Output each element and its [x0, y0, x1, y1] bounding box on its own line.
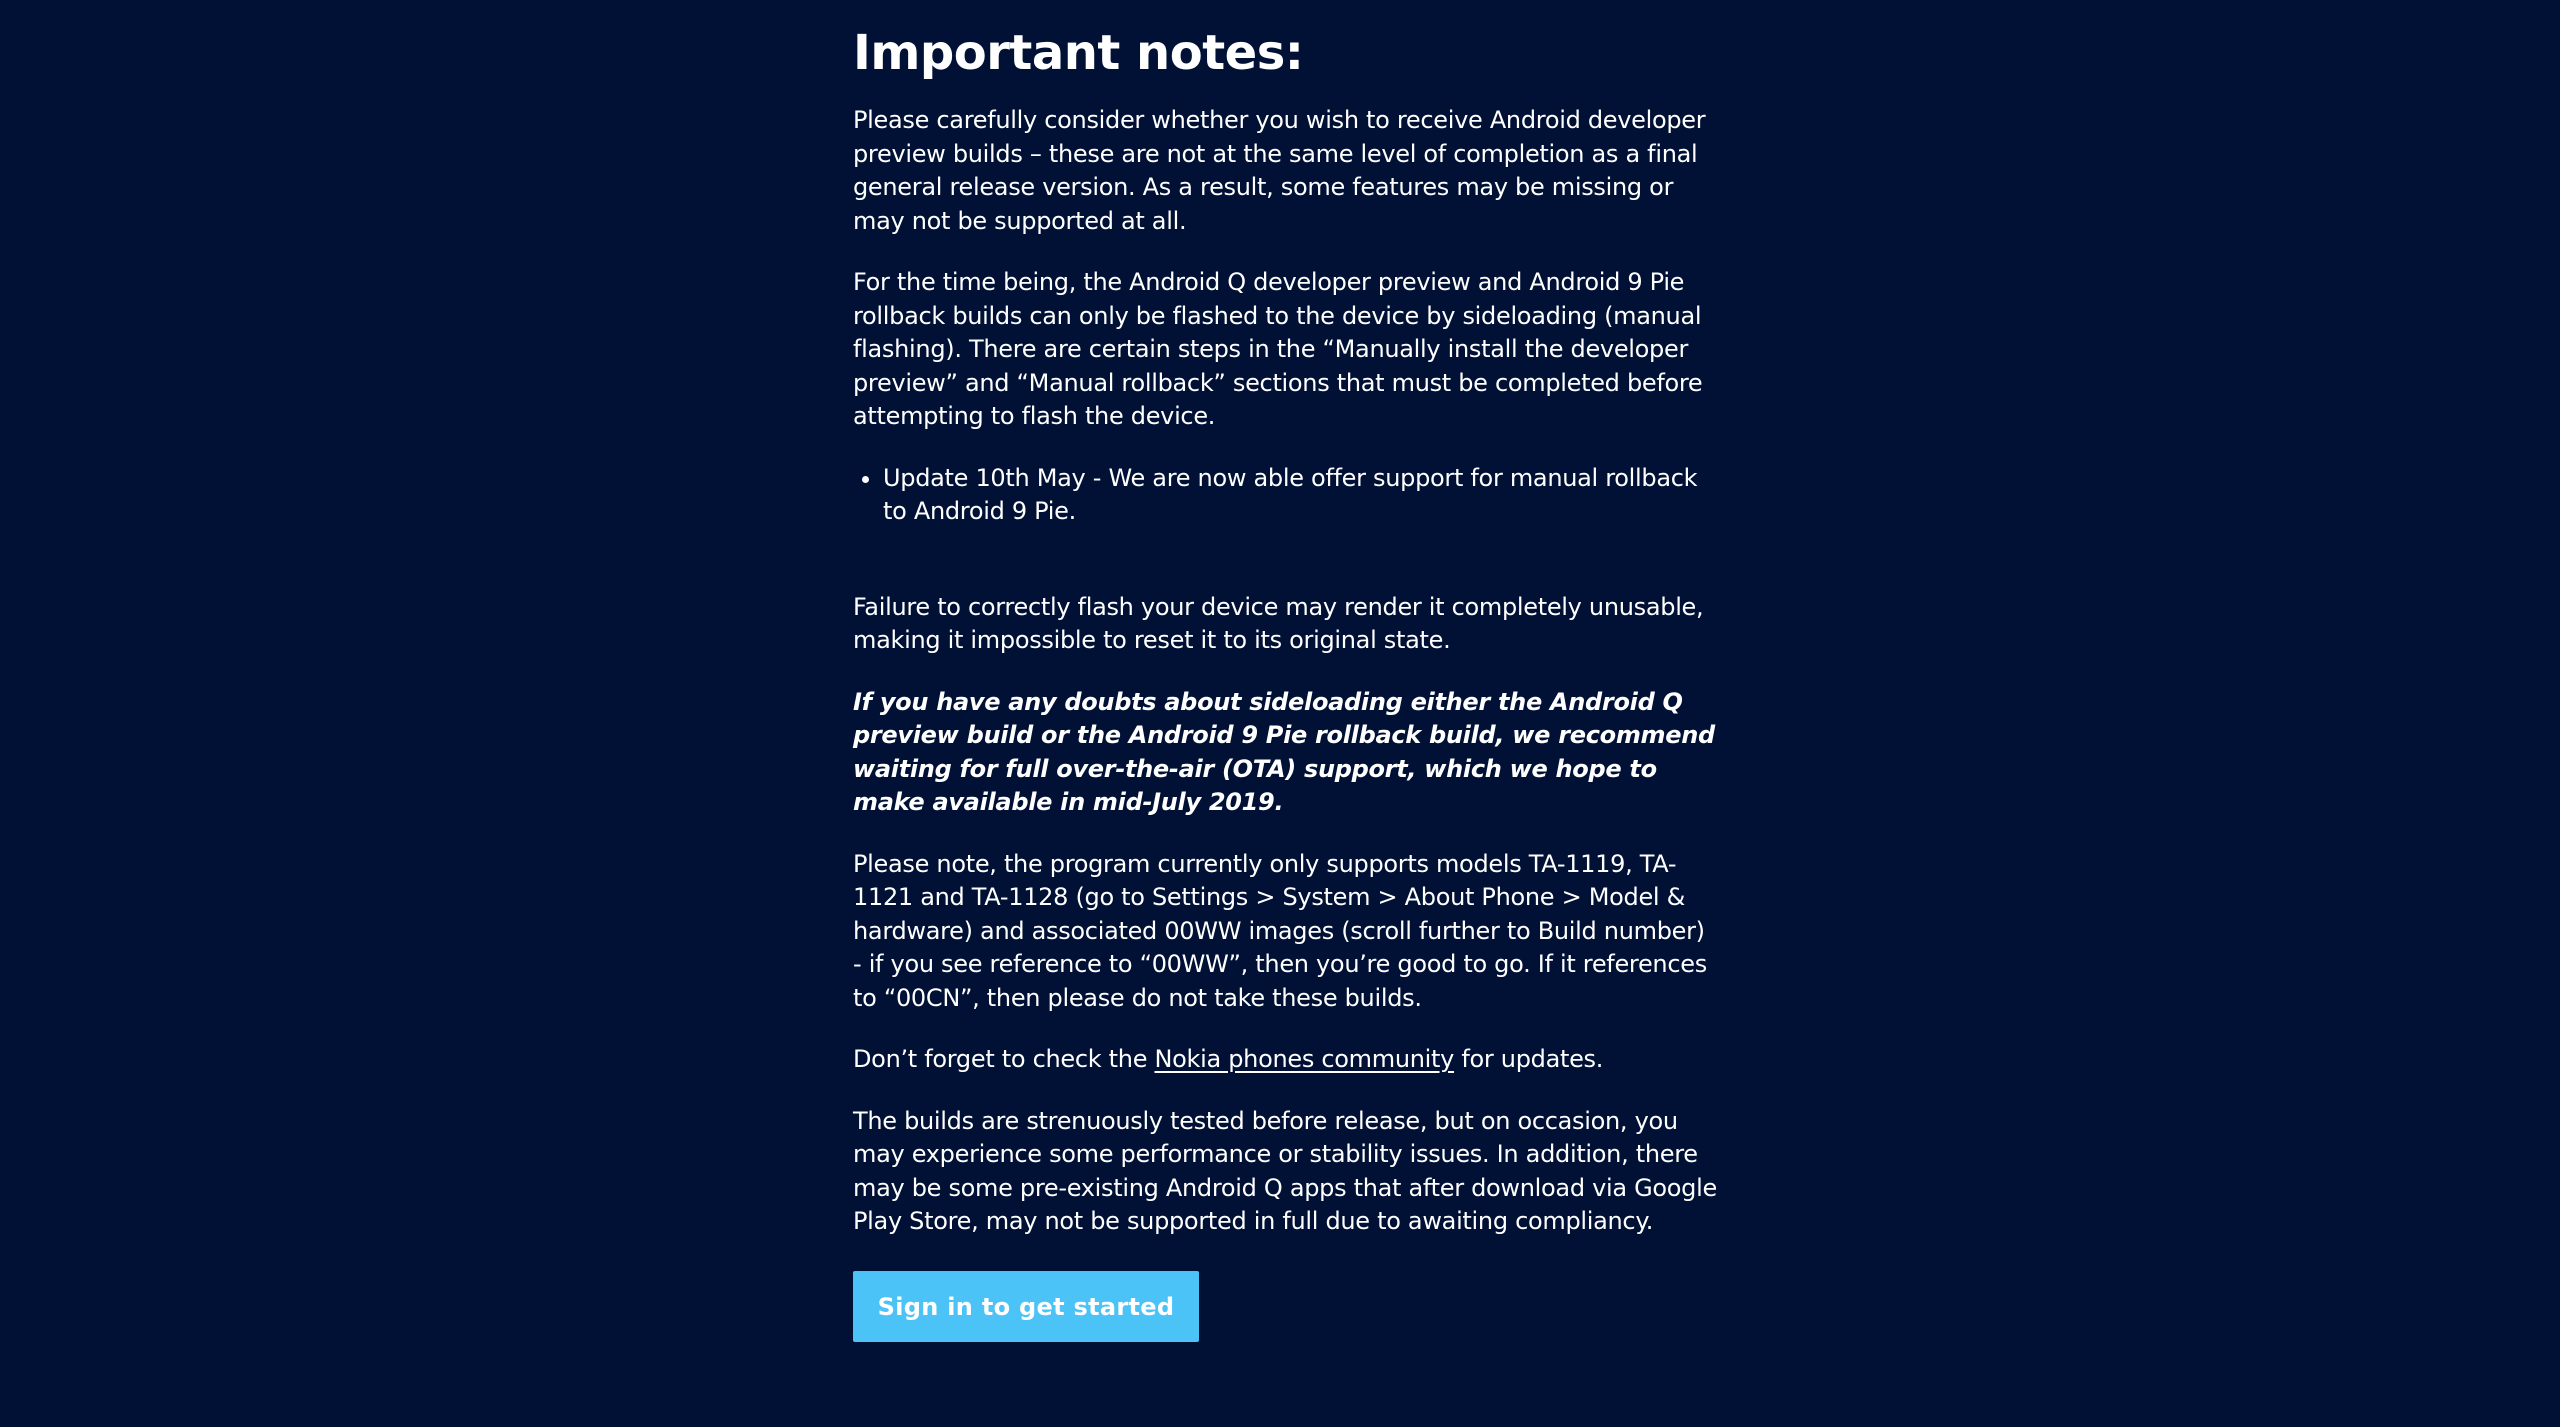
failure-warning: Failure to correctly flash your device may render it completely unusable, making it impossible to reset it to its original state.	[853, 592, 1704, 654]
stability-disclaimer: The builds are strenuously tested before release, but on occasion, you may experience some performance or stability issues. In addition, there may be some pre-existing Android Q apps that after download via Google Play Store, may not be supported in full due to awaiting compliancy.	[853, 1106, 1717, 1235]
preview-builds-warning: Please carefully consider whether you wish to receive Android developer preview builds – these are not at the same level of completion as a final general release version. As a result, some features may be missing or may not be supported at all.	[853, 106, 1706, 235]
sign-in-button[interactable]: Sign in to get started	[853, 1271, 1199, 1342]
ota-recommendation: If you have any doubts about sideloading either the Android Q preview build or the Android 9 Pie rollback build, we recommend waiting for full over-the-air (OTA) support, which we hope to make available in mid-July 2019.	[853, 687, 1715, 816]
important-notes-heading: Important notes:	[853, 25, 1304, 81]
supported-models-note: Please note, the program currently only supports models TA-1119, TA-1121 and TA-1128 (go to Settings > System > About Phone > Model & hardware) and associated 00WW images (scroll further to Build number) - if you see reference to “00WW”, then you’re good to go. If it references to “00CN”, then please do not take these builds.	[853, 849, 1707, 1012]
list-item: • Update 10th May - We are now able offer support for manual rollback to Android 9 Pie.	[883, 462, 1719, 529]
update-list	[853, 462, 1719, 529]
main-content	[853, 0, 1719, 1342]
community-note-prefix: Don’t forget to check the	[853, 1045, 1155, 1073]
community-note	[853, 1043, 1719, 1077]
nokia-community-link[interactable]: Nokia phones community	[1154, 1045, 1455, 1073]
community-note-suffix: for updates.	[1454, 1045, 1604, 1073]
sideloading-info: For the time being, the Android Q developer preview and Android 9 Pie rollback builds can only be flashed to the device by sideloading (manual flashing). There are certain steps in the “Manually install the developer preview” and “Manual rollback” sections that must be completed before attempting to flash the device.	[853, 268, 1703, 430]
